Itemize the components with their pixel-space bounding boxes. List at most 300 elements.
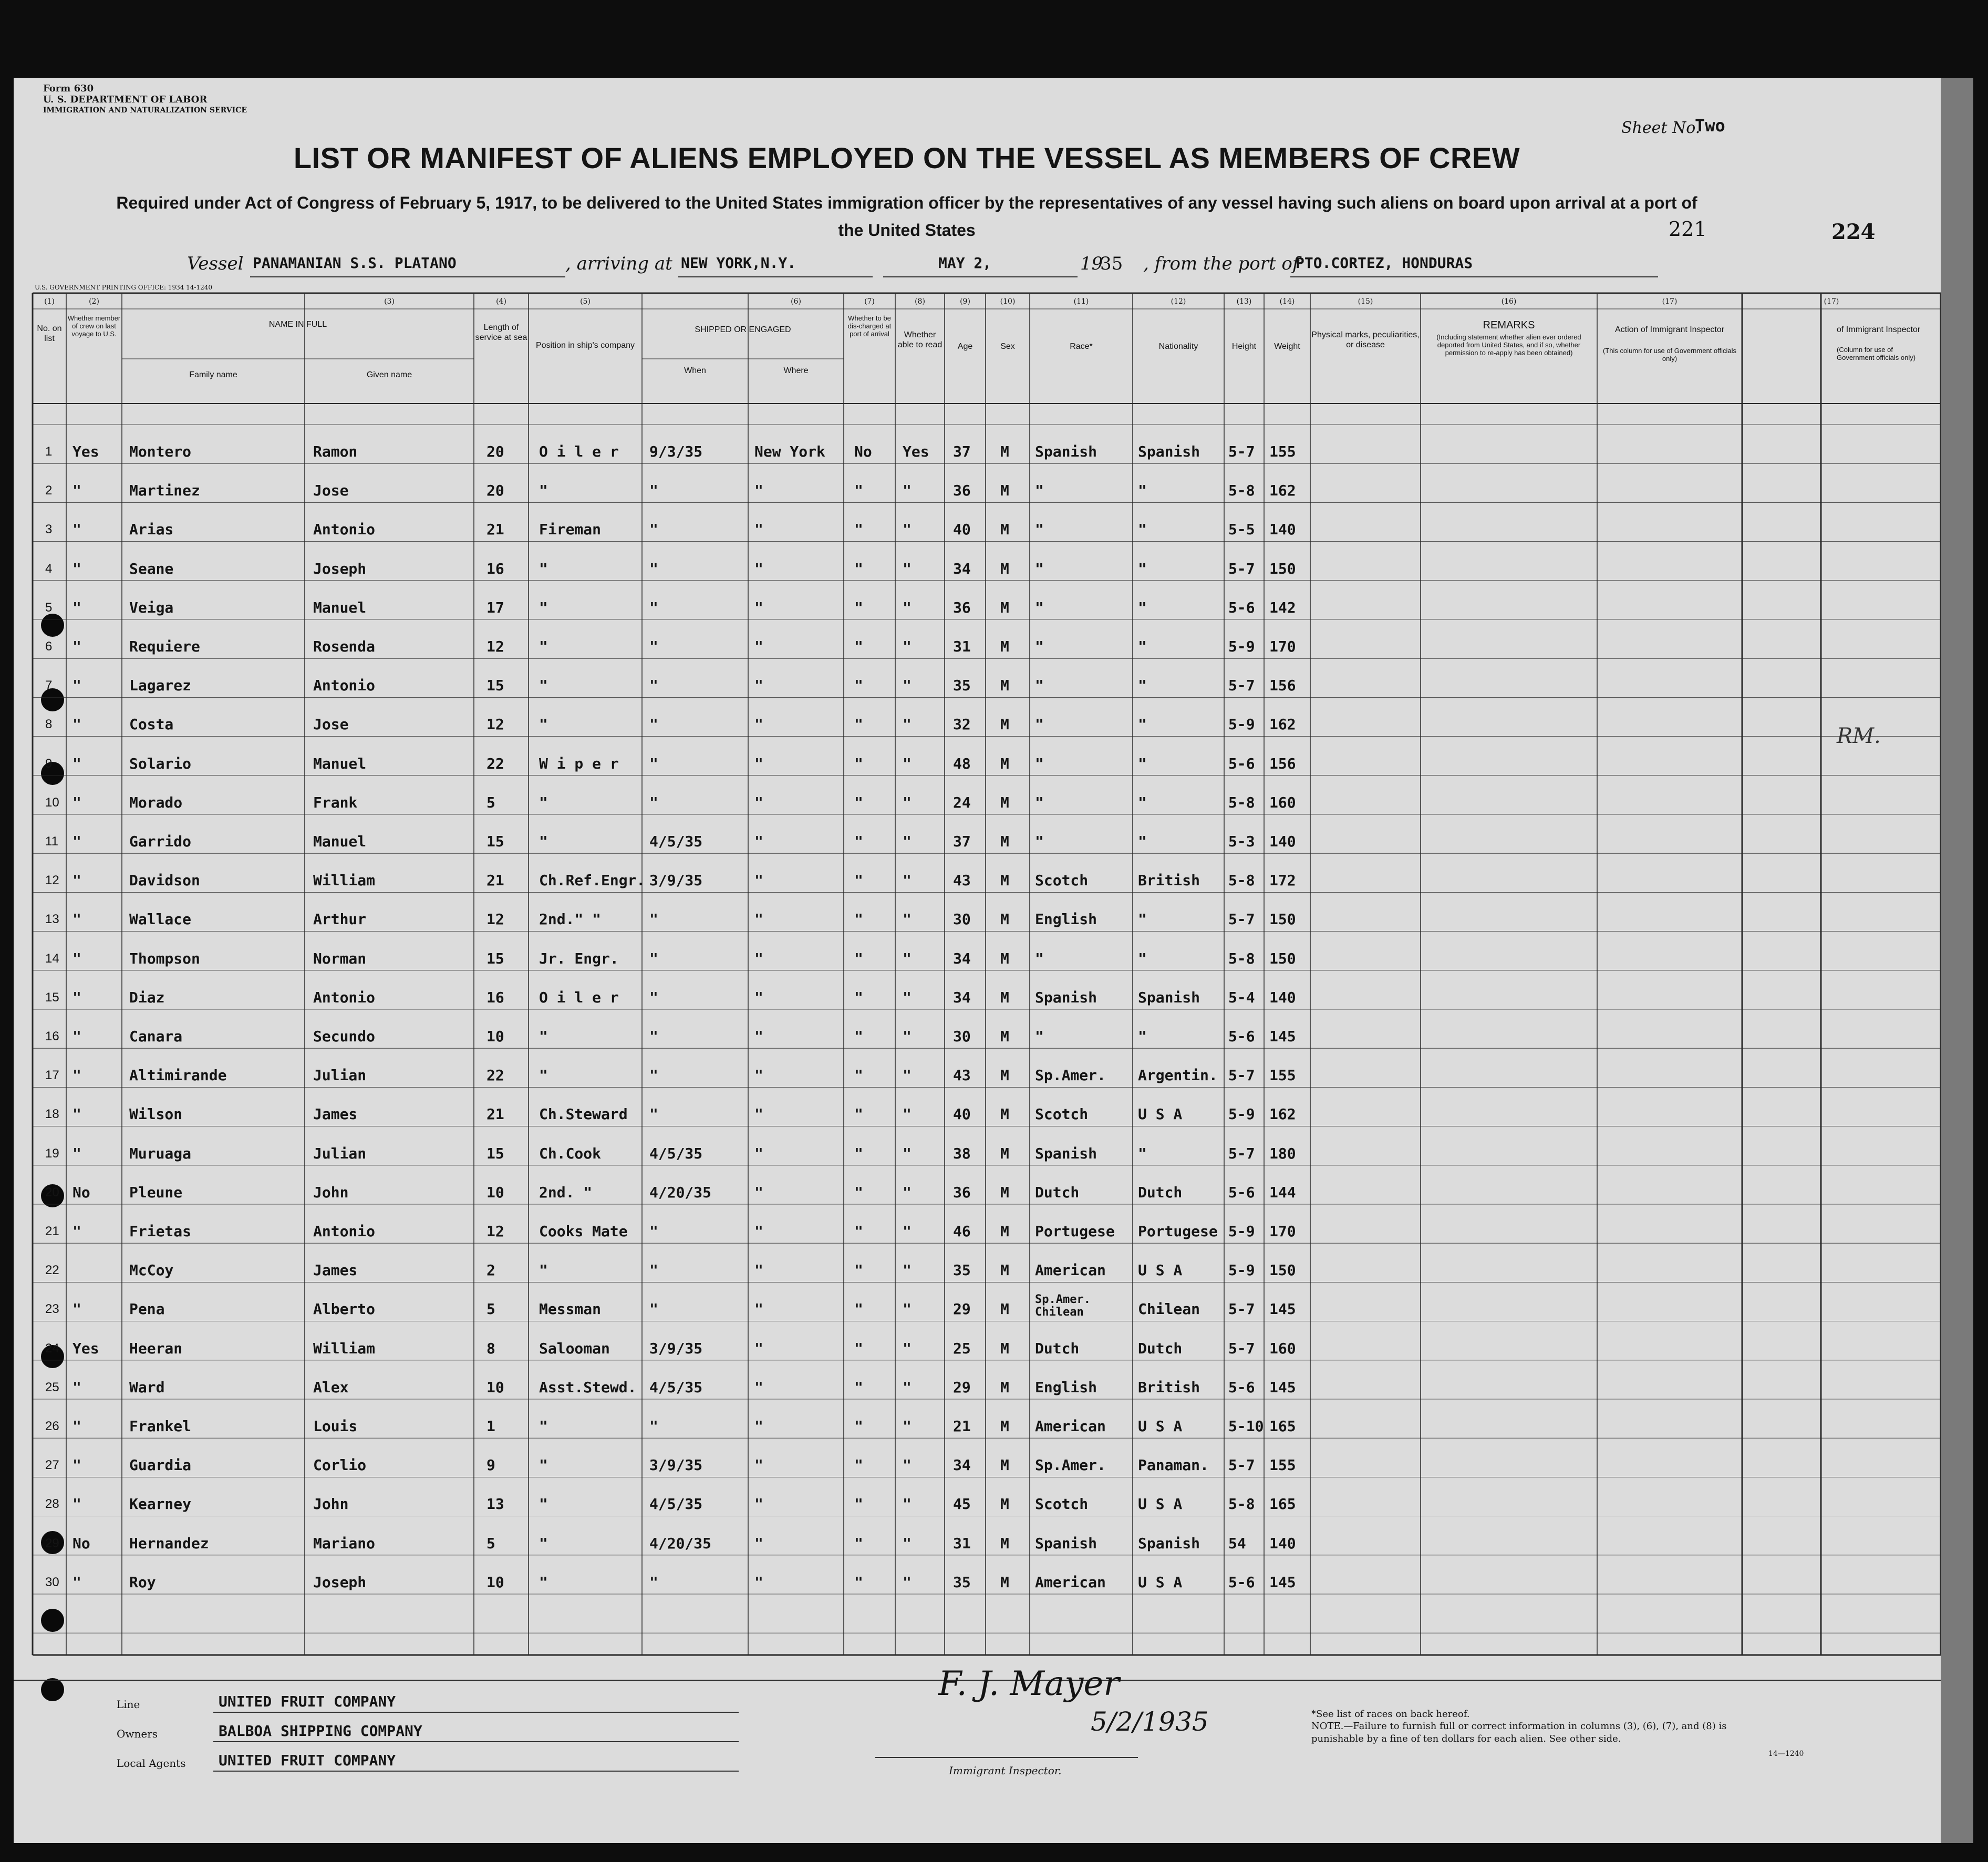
family-name-cell: Ward (129, 1378, 165, 1396)
races-note: *See list of races on back hereof. (1311, 1709, 1470, 1720)
column-number: (10) (1000, 297, 1016, 306)
where-cell: " (754, 833, 763, 850)
where-cell: " (754, 754, 763, 772)
when-cell: " (649, 1300, 658, 1318)
discharged-cell: " (854, 1418, 863, 1435)
row-number: 26 (45, 1419, 59, 1433)
family-name-cell: Costa (129, 716, 174, 733)
row-number: 2 (45, 483, 53, 498)
row-number: 20 (45, 1185, 59, 1199)
position-cell: O i l e r (539, 988, 619, 1006)
member-cell: " (73, 1573, 81, 1591)
height-cell: 5-9 (1228, 638, 1255, 655)
height-cell: 5-7 (1228, 1067, 1255, 1084)
weight-cell: 140 (1269, 833, 1296, 850)
discharged-cell: " (854, 1456, 863, 1474)
sex-cell: M (1000, 677, 1009, 695)
read-cell: " (903, 793, 912, 811)
given-name-cell: Julian (313, 1067, 367, 1084)
given-name-cell: Secundo (313, 1028, 376, 1045)
where-cell: " (754, 716, 763, 733)
age-cell: 34 (953, 949, 971, 967)
department-name: U. S. DEPARTMENT OF LABOR (43, 94, 208, 105)
given-name-cell: Joseph (313, 1573, 367, 1591)
read-cell: " (903, 949, 912, 967)
length-cell: 10 (486, 1573, 504, 1591)
row-number: 10 (45, 795, 59, 810)
position-cell: Messman (539, 1300, 602, 1318)
race-cell: Spanish (1035, 443, 1097, 460)
weight-cell: 145 (1269, 1378, 1296, 1396)
given-name-cell: Corlio (313, 1456, 367, 1474)
age-cell: 30 (953, 1028, 971, 1045)
sex-cell: M (1000, 1261, 1009, 1279)
read-cell: " (903, 911, 912, 928)
given-name-cell: Alex (313, 1378, 349, 1396)
nationality-cell: Spanish (1138, 443, 1200, 460)
row-number: 8 (45, 717, 53, 732)
family-name-cell: Montero (129, 443, 192, 460)
position-cell: " (539, 1495, 548, 1513)
when-cell: " (649, 1105, 658, 1123)
header-remarks-note: (Including statement whether alien ever ordered deported from United States, and if so, whether permission to re-apply has been obtained) (1436, 333, 1581, 357)
when-cell: 3/9/35 (649, 1456, 703, 1474)
weight-cell: 142 (1269, 598, 1296, 616)
discharged-cell: " (854, 1223, 863, 1240)
column-number: (3) (384, 297, 395, 306)
given-name-cell: Alberto (313, 1300, 376, 1318)
age-cell: 34 (953, 988, 971, 1006)
discharged-cell: " (854, 793, 863, 811)
read-cell: " (903, 482, 912, 500)
discharged-cell: " (854, 949, 863, 967)
family-name-cell: Canara (129, 1028, 183, 1045)
nationality-cell: " (1138, 949, 1147, 967)
family-name-cell: Hernandez (129, 1534, 209, 1552)
where-cell: " (754, 1067, 763, 1084)
race-cell: Scotch (1035, 1105, 1089, 1123)
header-physical: Physical marks, peculiarities, or disease (1311, 330, 1420, 349)
where-cell: " (754, 1261, 763, 1279)
page-title: LIST OR MANIFEST OF ALIENS EMPLOYED ON THE VESSEL AS MEMBERS OF CREW (293, 141, 1520, 174)
weight-cell: 170 (1269, 1223, 1296, 1240)
row-number: 13 (45, 912, 59, 927)
column-number: (11) (1073, 297, 1089, 306)
family-name-cell: Lagarez (129, 677, 192, 695)
family-name-cell: Pleune (129, 1183, 183, 1201)
where-cell: " (754, 988, 763, 1006)
age-cell: 31 (953, 1534, 971, 1552)
column-number: (16) (1501, 297, 1517, 306)
arrival-port: NEW YORK,N.Y. (681, 254, 796, 272)
row-number: 7 (45, 678, 53, 693)
read-cell: " (903, 677, 912, 695)
family-name-cell: Pena (129, 1300, 165, 1318)
read-cell: " (903, 833, 912, 850)
discharged-cell: " (854, 988, 863, 1006)
where-cell: " (754, 949, 763, 967)
member-cell: " (73, 1223, 81, 1240)
when-cell: " (649, 1261, 658, 1279)
race-cell: Spanish (1035, 1534, 1097, 1552)
discharged-cell: " (854, 1573, 863, 1591)
race-cell: " (1035, 716, 1044, 733)
family-name-cell: Seane (129, 560, 174, 577)
height-cell: 5-9 (1228, 1223, 1255, 1240)
nationality-cell: Spanish (1138, 1534, 1200, 1552)
discharged-cell: No (854, 443, 872, 460)
length-cell: 10 (486, 1183, 504, 1201)
age-cell: 48 (953, 754, 971, 772)
nationality-cell: British (1138, 872, 1200, 889)
nationality-cell: " (1138, 754, 1147, 772)
nationality-cell: " (1138, 638, 1147, 655)
year-prefix: 19 (1080, 253, 1103, 274)
given-name-cell: Manuel (313, 833, 367, 850)
weight-cell: 150 (1269, 1261, 1296, 1279)
where-cell: " (754, 482, 763, 500)
family-name-cell: Arias (129, 521, 174, 539)
adjacent-page-edge (1941, 78, 1973, 1843)
when-cell: " (649, 482, 658, 500)
column-number: (1) (44, 297, 55, 306)
race-cell: Dutch (1035, 1183, 1080, 1201)
given-name-cell: James (313, 1105, 358, 1123)
age-cell: 37 (953, 443, 971, 460)
height-cell: 5-7 (1228, 1300, 1255, 1318)
family-name-cell: Wallace (129, 911, 192, 928)
read-cell: " (903, 1144, 912, 1162)
header-age: Age (957, 342, 973, 351)
discharged-cell: " (854, 911, 863, 928)
row-number: 27 (45, 1458, 59, 1473)
age-cell: 35 (953, 1573, 971, 1591)
where-cell: " (754, 638, 763, 655)
header-family-name: Family name (189, 370, 237, 379)
race-cell: " (1035, 482, 1044, 500)
nationality-cell: U S A (1138, 1105, 1183, 1123)
header-length-service: Length of service at sea (475, 323, 527, 342)
column-number: (5) (580, 297, 591, 306)
discharged-cell: " (854, 677, 863, 695)
race-cell: " (1035, 949, 1044, 967)
given-name-cell: Antonio (313, 1223, 376, 1240)
when-cell: 3/9/35 (649, 872, 703, 889)
position-cell: Fireman (539, 521, 602, 539)
race-cell: " (1035, 521, 1044, 539)
vessel-name: PANAMANIAN S.S. PLATANO (253, 254, 457, 272)
sex-cell: M (1000, 1534, 1009, 1552)
when-cell: " (649, 754, 658, 772)
height-cell: 5-6 (1228, 1378, 1255, 1396)
weight-cell: 156 (1269, 677, 1296, 695)
stamp-number: 221 (1669, 218, 1707, 241)
weight-cell: 162 (1269, 1105, 1296, 1123)
when-cell: " (649, 949, 658, 967)
discharged-cell: " (854, 1028, 863, 1045)
weight-cell: 155 (1269, 443, 1296, 460)
age-cell: 31 (953, 638, 971, 655)
nationality-cell: " (1138, 793, 1147, 811)
where-cell: " (754, 911, 763, 928)
arrival-year: 35 (1100, 253, 1123, 274)
position-cell: W i p e r (539, 754, 619, 772)
discharged-cell: " (854, 1067, 863, 1084)
position-cell: " (539, 1573, 548, 1591)
read-cell: " (903, 598, 912, 616)
race-cell: American (1035, 1573, 1106, 1591)
age-cell: 36 (953, 598, 971, 616)
given-name-cell: Ramon (313, 443, 358, 460)
height-cell: 5-7 (1228, 1144, 1255, 1162)
member-cell: " (73, 560, 81, 577)
weight-cell: 162 (1269, 482, 1296, 500)
sex-cell: M (1000, 911, 1009, 928)
row-number: 28 (45, 1497, 59, 1512)
given-name-cell: William (313, 1339, 376, 1357)
nationality-cell: " (1138, 677, 1147, 695)
nationality-cell: " (1138, 521, 1147, 539)
race-cell: " (1035, 638, 1044, 655)
read-cell: " (903, 1183, 912, 1201)
row-number: 12 (45, 873, 59, 888)
family-name-cell: Frietas (129, 1223, 192, 1240)
row-number: 1 (45, 444, 53, 459)
given-name-cell: Julian (313, 1144, 367, 1162)
height-cell: 5-9 (1228, 716, 1255, 733)
where-cell: " (754, 793, 763, 811)
row-number: 29 (45, 1536, 59, 1550)
age-cell: 25 (953, 1339, 971, 1357)
family-name-cell: Heeran (129, 1339, 183, 1357)
inspector-label: Immigrant Inspector. (949, 1764, 1062, 1777)
row-number: 3 (45, 522, 53, 537)
height-cell: 5-5 (1228, 521, 1255, 539)
line-value: UNITED FRUIT COMPANY (219, 1693, 396, 1710)
discharged-cell: " (854, 521, 863, 539)
row-number: 30 (45, 1575, 59, 1589)
length-cell: 10 (486, 1028, 504, 1045)
row-number: 16 (45, 1029, 59, 1043)
row-number: 6 (45, 639, 53, 654)
column-number: (9) (960, 297, 970, 306)
given-name-cell: Arthur (313, 911, 367, 928)
when-cell: " (649, 560, 658, 577)
race-cell: " (1035, 677, 1044, 695)
column-number: (17) (1824, 297, 1839, 306)
weight-cell: 180 (1269, 1144, 1296, 1162)
discharged-cell: " (854, 560, 863, 577)
length-cell: 15 (486, 833, 504, 850)
row-number: 11 (45, 834, 58, 849)
header-when: When (684, 366, 706, 375)
length-cell: 12 (486, 638, 504, 655)
age-cell: 29 (953, 1378, 971, 1396)
sex-cell: M (1000, 833, 1009, 850)
length-cell: 5 (486, 1300, 495, 1318)
nationality-cell: Argentin. (1138, 1067, 1218, 1084)
member-cell: " (73, 988, 81, 1006)
length-cell: 22 (486, 1067, 504, 1084)
height-cell: 5-9 (1228, 1105, 1255, 1123)
member-cell: " (73, 677, 81, 695)
departure-port: PTO.CORTEZ, HONDURAS (1296, 254, 1473, 272)
sheet-number: Two (1695, 116, 1725, 136)
sex-cell: M (1000, 1339, 1009, 1357)
sex-cell: M (1000, 1144, 1009, 1162)
weight-cell: 160 (1269, 793, 1296, 811)
member-cell: " (73, 911, 81, 928)
given-name-cell: Antonio (313, 677, 376, 695)
read-cell: " (903, 1339, 912, 1357)
weight-cell: 155 (1269, 1067, 1296, 1084)
nationality-cell: U S A (1138, 1573, 1183, 1591)
position-cell: " (539, 482, 548, 500)
position-cell: Ch.Steward (539, 1105, 628, 1123)
race-cell: " (1035, 1028, 1044, 1045)
when-cell: " (649, 911, 658, 928)
height-cell: 5-4 (1228, 988, 1255, 1006)
header-weight: Weight (1274, 342, 1300, 351)
race-cell: American (1035, 1418, 1106, 1435)
signature-date: 5/2/1935 (1091, 1706, 1209, 1737)
when-cell: 4/20/35 (649, 1183, 712, 1201)
length-cell: 20 (486, 482, 504, 500)
given-name-cell: Joseph (313, 560, 367, 577)
arriving-label: , arriving at (565, 253, 672, 274)
race-cell: Dutch (1035, 1339, 1080, 1357)
where-cell: " (754, 1028, 763, 1045)
position-cell: Jr. Engr. (539, 949, 619, 967)
discharged-cell: " (854, 833, 863, 850)
nationality-cell: Portugese (1138, 1223, 1218, 1240)
when-cell: 4/5/35 (649, 1378, 703, 1396)
nationality-cell: " (1138, 598, 1147, 616)
nationality-cell: British (1138, 1378, 1200, 1396)
family-name-cell: Martinez (129, 482, 200, 500)
header-nationality: Nationality (1158, 342, 1198, 351)
age-cell: 43 (953, 872, 971, 889)
height-cell: 5-10 (1228, 1418, 1264, 1435)
nationality-cell: " (1138, 560, 1147, 577)
length-cell: 10 (486, 1378, 504, 1396)
given-name-cell: Norman (313, 949, 367, 967)
when-cell: 4/5/35 (649, 1144, 703, 1162)
from-label: , from the port of (1143, 253, 1299, 274)
discharged-cell: " (854, 598, 863, 616)
weight-cell: 145 (1269, 1300, 1296, 1318)
row-number: 15 (45, 990, 59, 1005)
member-cell: " (73, 793, 81, 811)
height-cell: 5-8 (1228, 482, 1255, 500)
discharged-cell: " (854, 1495, 863, 1513)
length-cell: 15 (486, 949, 504, 967)
discharged-cell: " (854, 754, 863, 772)
signature-underline (875, 1757, 1138, 1758)
line-label: Line (117, 1698, 140, 1711)
race-cell: Sp.Amer. (1035, 1456, 1106, 1474)
sex-cell: M (1000, 521, 1009, 539)
length-cell: 12 (486, 911, 504, 928)
header-sex: Sex (1000, 342, 1015, 351)
sheet-label: Sheet No. (1621, 119, 1701, 137)
header-height: Height (1231, 342, 1257, 351)
header-shipped: SHIPPED OR ENGAGED (695, 325, 791, 334)
member-cell: Yes (73, 1339, 99, 1357)
nationality-cell: " (1138, 833, 1147, 850)
weight-cell: 150 (1269, 949, 1296, 967)
member-cell: No (73, 1534, 90, 1552)
given-name-cell: Jose (313, 482, 349, 500)
row-number: 21 (45, 1224, 59, 1238)
given-name-cell: Louis (313, 1418, 358, 1435)
given-name-cell: William (313, 872, 376, 889)
row-number: 22 (45, 1263, 59, 1278)
sex-cell: M (1000, 1378, 1009, 1396)
header-action: Action of Immigrant Inspector (1614, 325, 1725, 334)
position-cell: Ch.Cook (539, 1144, 602, 1162)
race-cell: Spanish (1035, 1144, 1097, 1162)
position-cell: " (539, 677, 548, 695)
where-cell: " (754, 521, 763, 539)
height-cell: 5-7 (1228, 1456, 1255, 1474)
position-cell: " (539, 1261, 548, 1279)
family-name-cell: Morado (129, 793, 183, 811)
given-name-cell: Jose (313, 716, 349, 733)
length-cell: 1 (486, 1418, 495, 1435)
weight-cell: 162 (1269, 716, 1296, 733)
when-cell: " (649, 716, 658, 733)
race-cell: Spanish (1035, 988, 1097, 1006)
position-cell: O i l e r (539, 443, 619, 460)
read-cell: " (903, 1495, 912, 1513)
nationality-cell: Chilean (1138, 1300, 1200, 1318)
height-cell: 5-7 (1228, 677, 1255, 695)
when-cell: " (649, 793, 658, 811)
sex-cell: M (1000, 638, 1009, 655)
sex-cell: M (1000, 1300, 1009, 1318)
nationality-cell: " (1138, 482, 1147, 500)
sex-cell: M (1000, 1418, 1009, 1435)
manifest-sheet (14, 78, 1941, 1843)
position-cell: " (539, 1067, 548, 1084)
agents-label: Local Agents (117, 1757, 186, 1770)
when-cell: " (649, 521, 658, 539)
length-cell: 9 (486, 1456, 495, 1474)
header-action-2: of Immigrant Inspector (1837, 325, 1921, 334)
age-cell: 24 (953, 793, 971, 811)
owners-label: Owners (117, 1727, 158, 1740)
family-name-cell: Solario (129, 754, 192, 772)
length-cell: 16 (486, 560, 504, 577)
family-name-cell: Garrido (129, 833, 192, 850)
given-name-cell: Antonio (313, 521, 376, 539)
member-cell: " (73, 872, 81, 889)
race-cell: American (1035, 1261, 1106, 1279)
member-cell: " (73, 1300, 81, 1318)
family-name-cell: Kearney (129, 1495, 192, 1513)
given-name-cell: James (313, 1261, 358, 1279)
where-cell: " (754, 1456, 763, 1474)
family-name-cell: Frankel (129, 1418, 192, 1435)
when-cell: " (649, 1418, 658, 1435)
age-cell: 32 (953, 716, 971, 733)
where-cell: " (754, 677, 763, 695)
family-name-cell: Wilson (129, 1105, 183, 1123)
height-cell: 5-6 (1228, 1183, 1255, 1201)
discharged-cell: " (854, 1261, 863, 1279)
age-cell: 43 (953, 1067, 971, 1084)
